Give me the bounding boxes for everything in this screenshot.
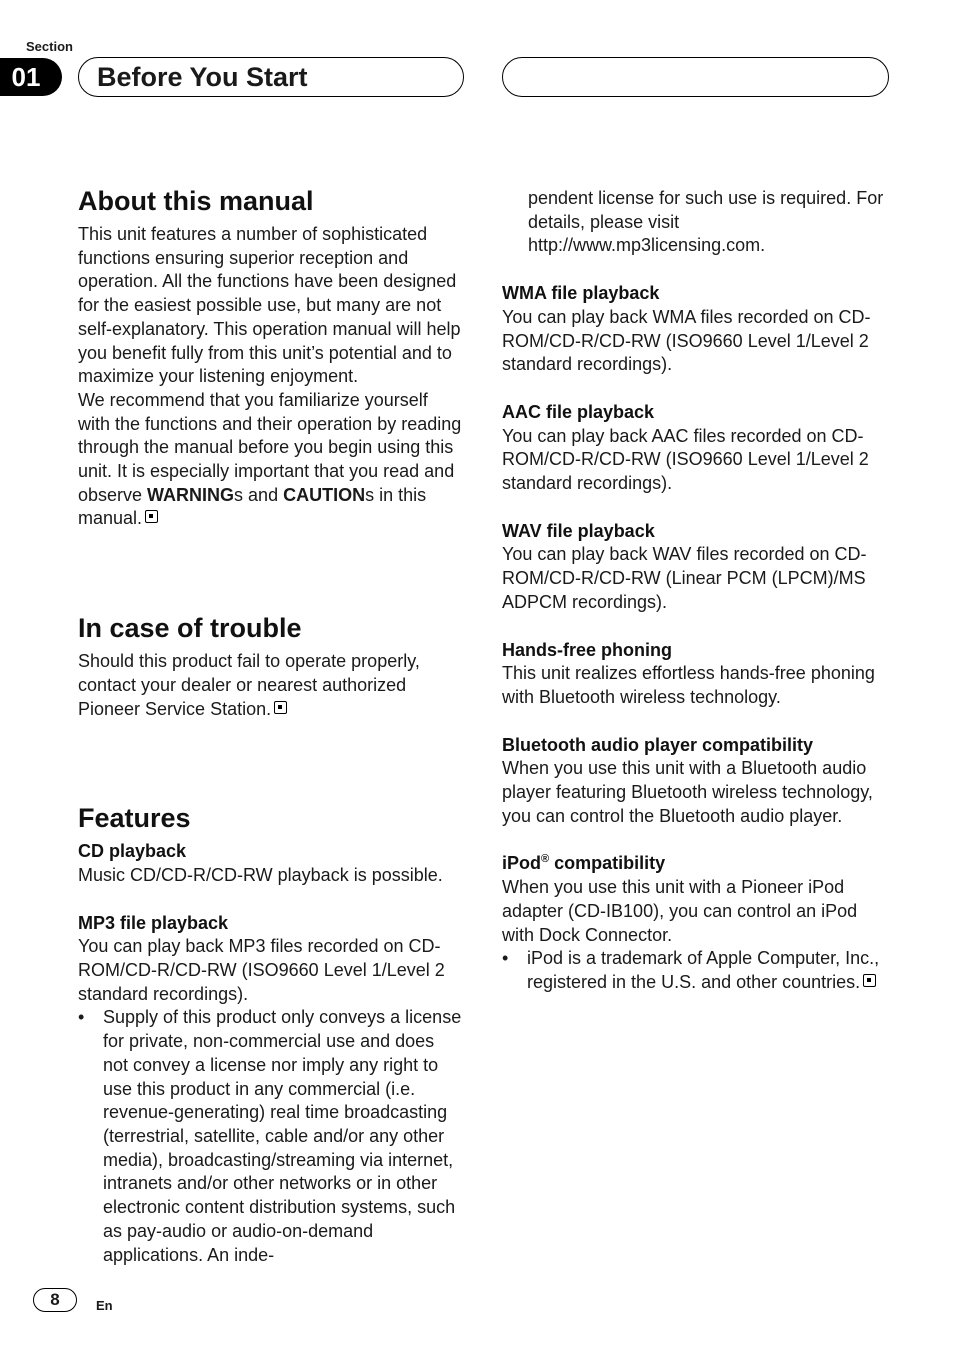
- about-body-2b: s and: [234, 484, 284, 505]
- ipod-trademark-bullet: [502, 947, 892, 994]
- bluetooth-audio-title: Bluetooth audio player compatibility: [502, 734, 814, 755]
- section-title-box: [78, 57, 464, 97]
- bluetooth-audio-body: When you use this unit with a Bluetooth audio player featuring Bluetooth wireless technology, you can control the Bluetooth audio player.: [502, 758, 873, 826]
- about-body-1: This unit features a number of sophisticated functions ensuring superior reception and operation. All the functions have been designed for the easiest possible use, but many are not self-explanatory. This operation manual will help you benefit fully from this unit’s potential and to maximize your listening enjoyment.: [78, 224, 461, 387]
- features-heading: Features: [78, 803, 191, 834]
- page-number: 8: [33, 1288, 77, 1312]
- right-column: [502, 187, 892, 995]
- page-language: En: [96, 1298, 113, 1313]
- wav-playback-body: You can play back WAV files recorded on CD-ROM/CD-R/CD-RW (Linear PCM (LPCM)/MS ADPCM recordings).: [502, 544, 867, 612]
- mp3-playback-body: You can play back MP3 files recorded on CD-ROM/CD-R/CD-RW (ISO9660 Level 1/Level 2 standard recordings).: [78, 936, 445, 1004]
- mp3-license-bullet: [78, 1006, 462, 1267]
- about-heading: About this manual: [78, 186, 314, 216]
- aac-playback-body: You can play back AAC files recorded on CD-ROM/CD-R/CD-RW (ISO9660 Level 1/Level 2 standard recordings).: [502, 425, 869, 494]
- about-body-2a: We recommend that you familiarize yourself with the functions and their operation by reading through the manual before you begin using this unit. It is especially important that you read and observe: [78, 389, 462, 505]
- cd-playback-body: Music CD/CD-R/CD-RW playback is possible.: [78, 864, 443, 885]
- ipod-compat-title: [502, 852, 892, 876]
- ipod-compat-body: When you use this unit with a Pioneer iPod adapter (CD-IB100), you can control an iPod with Dock Connector.: [502, 877, 858, 945]
- caution-label: CAUTION: [283, 484, 366, 505]
- ipod-title-text: iPod: [502, 853, 541, 874]
- mp3-license-text: Supply of this product only conveys a license for private, non-commercial use and does not convey a license nor imply any right to use this product in any commercial (i.e. revenue-generating) real time broadcasting (terrestrial, satellite, cable and/or any other media), broadcasting/streaming via internet, intranets and/or other networks or in other electronic content distribution systems, such as pay-audio or audio-on-demand applications. An inde-: [103, 1007, 462, 1265]
- trouble-body: [78, 650, 462, 721]
- mp3-license-continuation: pendent license for such use is required. For details, please visit http://www.mp3licensing.com.: [528, 188, 884, 256]
- hands-free-body: This unit realizes effortless hands-free phoning with Bluetooth wireless technology.: [502, 663, 875, 707]
- about-body-2c: s in this manual.: [78, 484, 427, 529]
- bullet-icon: •: [502, 948, 509, 969]
- left-column: [78, 183, 462, 1267]
- end-mark-icon: [274, 701, 287, 714]
- wma-playback-title: WMA file playback: [502, 283, 660, 304]
- ipod-title-rest: compatibility: [549, 853, 666, 874]
- end-mark-icon: [145, 510, 158, 523]
- bullet-icon: •: [78, 1007, 85, 1028]
- cd-playback-title: CD playback: [78, 841, 187, 862]
- trouble-heading: In case of trouble: [78, 613, 302, 644]
- ipod-trademark-text: iPod is a trademark of Apple Computer, Inc., registered in the U.S. and other countries.: [527, 948, 880, 992]
- end-mark-icon: [863, 974, 876, 987]
- registered-mark: ®: [541, 853, 550, 866]
- trouble-body-text: Should this product fail to operate properly, contact your dealer or nearest authorized Pioneer Service Station.: [78, 651, 420, 719]
- wav-playback-title: WAV file playback: [502, 520, 655, 541]
- wma-playback-body: You can play back WMA files recorded on CD-ROM/CD-R/CD-RW (ISO9660 Level 1/Level 2 standard recordings).: [502, 306, 871, 375]
- section-number-badge: 01: [0, 58, 62, 96]
- warning-label: WARNING: [147, 484, 235, 505]
- about-body-2: [78, 389, 462, 531]
- mp3-playback-title: MP3 file playback: [78, 912, 229, 933]
- section-title: Before You Start: [97, 62, 308, 92]
- hands-free-title: Hands-free phoning: [502, 639, 672, 660]
- section-label: Section: [26, 39, 73, 54]
- aac-playback-title: AAC file playback: [502, 401, 655, 422]
- section-right-box: [502, 57, 889, 97]
